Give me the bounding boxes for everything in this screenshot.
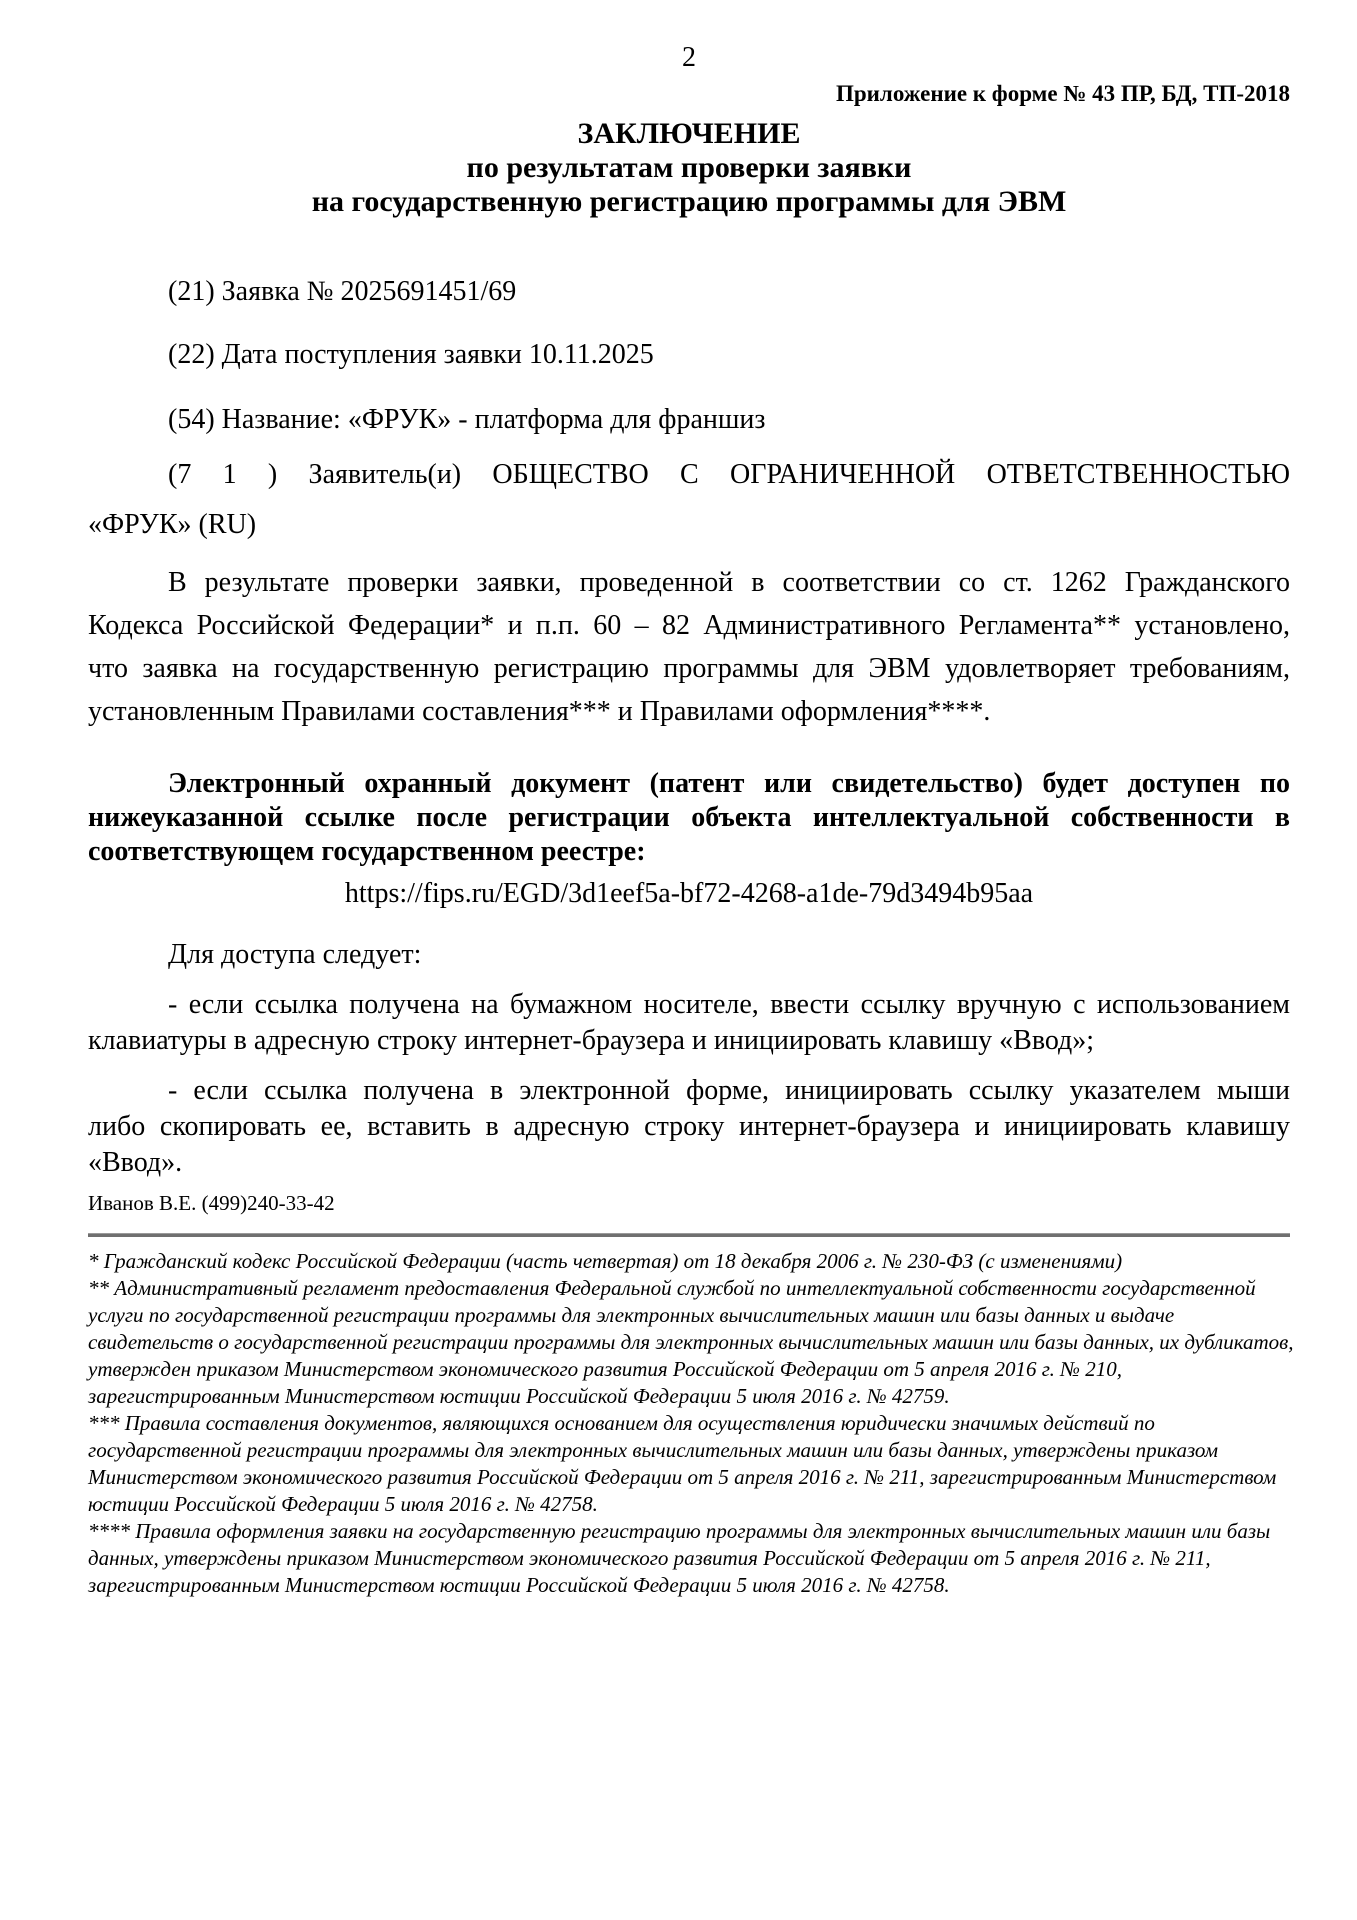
text-line: «ФРУК» (RU) (88, 509, 257, 540)
document-title-line-3: на государственную регистрацию программы для ЭВМ (311, 185, 1067, 218)
text-line: что заявка на государственную регистрацию программы для ЭВМ удовлетворяет требованиям, (88, 653, 1290, 684)
examiner-contact: Иванов В.Е. (499)240-33-42 (88, 1191, 335, 1215)
text-line: свидетельств о государственной регистрации программы для электронных вычислительных машин или базы данных, их дубликатов, (88, 1330, 1294, 1354)
page-number: 2 (682, 42, 696, 73)
text-line: Электронный охранный документ (патент или свидетельство) будет доступен по (168, 768, 1290, 799)
footnote-drafting-rules (88, 1410, 1290, 1518)
text-line: (7 1 ) Заявитель(и) ОБЩЕСТВО С ОГРАНИЧЕННОЙ ОТВЕТСТВЕННОСТЬЮ (168, 459, 1290, 490)
edoc-url: https://fips.ru/EGD/3d1eef5a-bf72-4268-a1de-79d3494b95aa (344, 878, 1034, 909)
footnote-admin-regulation (88, 1275, 1294, 1410)
access-instructions-intro: Для доступа следует: (168, 939, 422, 970)
access-instruction-paper (88, 987, 1290, 1059)
field-applicant (88, 450, 1290, 550)
text-line: клавиатуры в адресную строку интернет-браузера и инициировать клавишу «Ввод»; (88, 1025, 1095, 1056)
document-title-line-1: ЗАКЛЮЧЕНИЕ (577, 117, 801, 150)
paragraph-edoc-notice (88, 767, 1290, 869)
text-line: услуги по государственной регистрации программы для электронных вычислительных машин или базы данных и выдаче (88, 1303, 1175, 1327)
footnote-divider (88, 1233, 1290, 1237)
text-line: данных, утверждены приказом Министерством экономического развития Российской Федерации от 5 апреля 2016 г. № 211, (88, 1546, 1211, 1570)
field-program-name: (54) Название: «ФРУК» - платформа для франшиз (168, 404, 766, 435)
text-line: ** Административный регламент предоставления Федеральной службой по интеллектуальной собственности государственной (88, 1276, 1256, 1300)
footnote-civil-code (88, 1248, 1290, 1275)
access-instruction-electronic (88, 1073, 1290, 1181)
document-title-line-2: по результатам проверки заявки (466, 151, 912, 184)
text-line: установленным Правилами составления*** и Правилами оформления****. (88, 696, 991, 727)
text-line: * Гражданский кодекс Российской Федерации (часть четвертая) от 18 декабря 2006 г. № 230-ФЗ (с изменениями) (88, 1249, 1123, 1273)
text-line: либо скопировать ее, вставить в адресную строку интернет-браузера и инициировать клавишу (88, 1111, 1290, 1142)
text-line: *** Правила составления документов, являющихся основанием для осуществления юридически значимых действий по (88, 1411, 1155, 1435)
field-application-number: (21) Заявка № 2025691451/69 (168, 276, 517, 307)
text-line: нижеуказанной ссылке после регистрации объекта интеллектуальной собственности в (88, 802, 1290, 833)
footnotes-section (88, 1248, 1294, 1599)
text-line: «Ввод». (88, 1147, 183, 1178)
text-line: Кодекса Российской Федерации* и п.п. 60 – 82 Административного Регламента** установлено, (88, 610, 1290, 641)
document-title (88, 117, 1290, 219)
text-line: утвержден приказом Министерством экономического развития Российской Федерации от 5 апреля 2016 г. № 210, (88, 1357, 1122, 1381)
text-line: Министерством экономического развития Российской Федерации от 5 апреля 2016 г. № 211, зарегистрированным Министерством (88, 1465, 1277, 1489)
text-line: **** Правила оформления заявки на государственную регистрацию программы для электронных вычислительных машин или базы (88, 1519, 1271, 1543)
paragraph-examination-result (88, 561, 1290, 733)
text-line: - если ссылка получена на бумажном носителе, ввести ссылку вручную с использованием (168, 989, 1290, 1020)
form-reference: Приложение к форме № 43 ПР, БД, ТП-2018 (835, 81, 1290, 106)
text-line: зарегистрированным Министерством юстиции Российской Федерации 5 июля 2016 г. № 42759. (88, 1384, 950, 1408)
text-line: - если ссылка получена в электронной форме, инициировать ссылку указателем мыши (168, 1075, 1290, 1106)
text-line: зарегистрированным Министерством юстиции Российской Федерации 5 июля 2016 г. № 42758. (88, 1573, 950, 1597)
footnote-formatting-rules (88, 1518, 1290, 1599)
text-line: юстиции Российской Федерации 5 июля 2016 г. № 42758. (88, 1492, 598, 1516)
text-line: государственной регистрации программы для электронных вычислительных машин или базы данных, утверждены приказом (88, 1438, 1218, 1462)
text-line: соответствующем государственном реестре: (88, 836, 646, 867)
field-filing-date: (22) Дата поступления заявки 10.11.2025 (168, 339, 654, 370)
text-line: В результате проверки заявки, проведенной в соответствии со ст. 1262 Гражданского (168, 567, 1290, 598)
